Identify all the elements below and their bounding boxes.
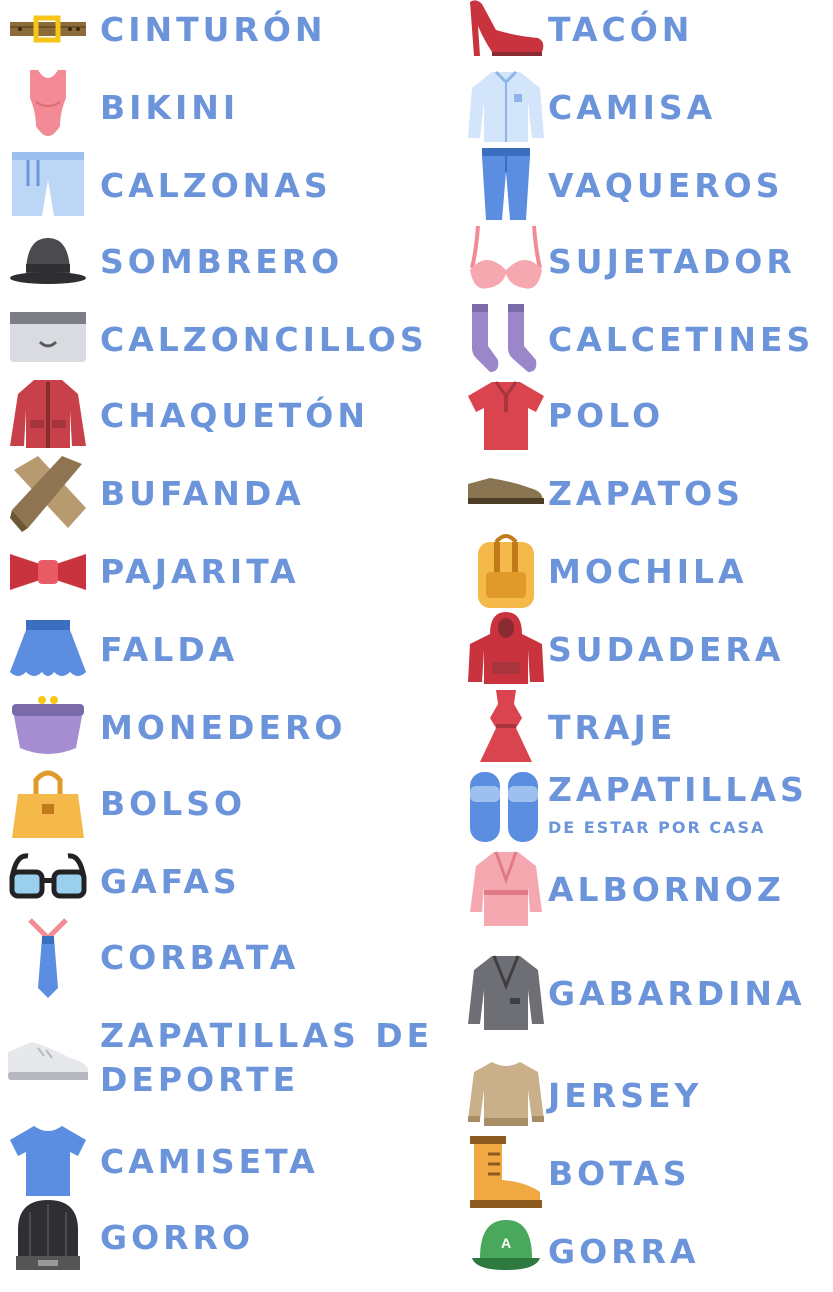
shirt-icon <box>466 68 546 148</box>
dress-icon <box>466 688 546 768</box>
bow-tie-icon <box>8 532 88 612</box>
item-label: MONEDERO <box>100 708 347 747</box>
item-label: PAJARITA <box>100 552 300 591</box>
item-label: GORRA <box>548 1232 700 1271</box>
item-label: SUJETADOR <box>548 242 796 281</box>
socks-icon <box>466 300 546 380</box>
item-label: SOMBRERO <box>100 242 344 281</box>
item-label: JERSEY <box>548 1076 703 1115</box>
item-label: GAFAS <box>100 862 241 901</box>
glasses-icon <box>8 842 88 922</box>
item-label: BOLSO <box>100 784 247 823</box>
item-label: ZAPATILLAS DE <box>100 1016 434 1055</box>
cap-letter: A <box>500 1235 512 1251</box>
boots-icon <box>466 1134 546 1214</box>
boxer-briefs-icon <box>8 300 88 380</box>
slippers-icon <box>466 766 546 846</box>
shorts-icon <box>8 146 88 226</box>
jeans-icon <box>466 146 546 226</box>
item-label: CORBATA <box>100 938 300 977</box>
cap-icon <box>466 1212 546 1292</box>
item-label: CALZONAS <box>100 166 332 205</box>
jacket-icon <box>8 376 88 456</box>
belt-icon <box>8 0 88 70</box>
handbag-icon <box>8 764 88 844</box>
item-label: BIKINI <box>100 88 240 127</box>
backpack-icon <box>466 532 546 612</box>
tshirt-icon <box>8 1122 88 1202</box>
item-label: FALDA <box>100 630 239 669</box>
skirt-icon <box>8 610 88 690</box>
item-label: GORRO <box>100 1218 255 1257</box>
item-label: CALZONCILLOS <box>100 320 428 359</box>
necktie-icon <box>8 918 88 998</box>
sneaker-icon <box>8 1018 88 1098</box>
item-sublabel: DE ESTAR POR CASA <box>548 818 766 837</box>
dress-shoe-icon <box>466 454 546 534</box>
bra-icon <box>466 222 546 302</box>
item-label: CAMISETA <box>100 1142 319 1181</box>
item-label: ALBORNOZ <box>548 870 785 909</box>
bowler-hat-icon <box>8 222 88 302</box>
coat-icon <box>466 954 546 1034</box>
item-label: ZAPATILLAS <box>548 770 808 809</box>
bathrobe-icon <box>466 850 546 930</box>
item-label: CALCETINES <box>548 320 815 359</box>
scarf-icon <box>8 454 88 534</box>
item-label: TACÓN <box>548 10 694 49</box>
sweater-icon <box>466 1056 546 1136</box>
item-label: CINTURÓN <box>100 10 327 49</box>
coin-purse-icon <box>8 688 88 768</box>
item-label: SUDADERA <box>548 630 785 669</box>
item-label: BUFANDA <box>100 474 305 513</box>
item-label: CAMISA <box>548 88 717 127</box>
beanie-icon <box>8 1198 88 1278</box>
item-label: POLO <box>548 396 665 435</box>
item-label: TRAJE <box>548 708 677 747</box>
polo-shirt-icon <box>466 376 546 456</box>
hoodie-icon <box>466 610 546 690</box>
item-label: MOCHILA <box>548 552 748 591</box>
high-heel-icon <box>466 0 546 70</box>
item-label: GABARDINA <box>548 974 806 1013</box>
item-label-line2: DEPORTE <box>100 1060 300 1099</box>
item-label: CHAQUETÓN <box>100 396 369 435</box>
swimsuit-icon <box>8 68 88 148</box>
item-label: ZAPATOS <box>548 474 744 513</box>
item-label: VAQUEROS <box>548 166 784 205</box>
item-label: BOTAS <box>548 1154 691 1193</box>
